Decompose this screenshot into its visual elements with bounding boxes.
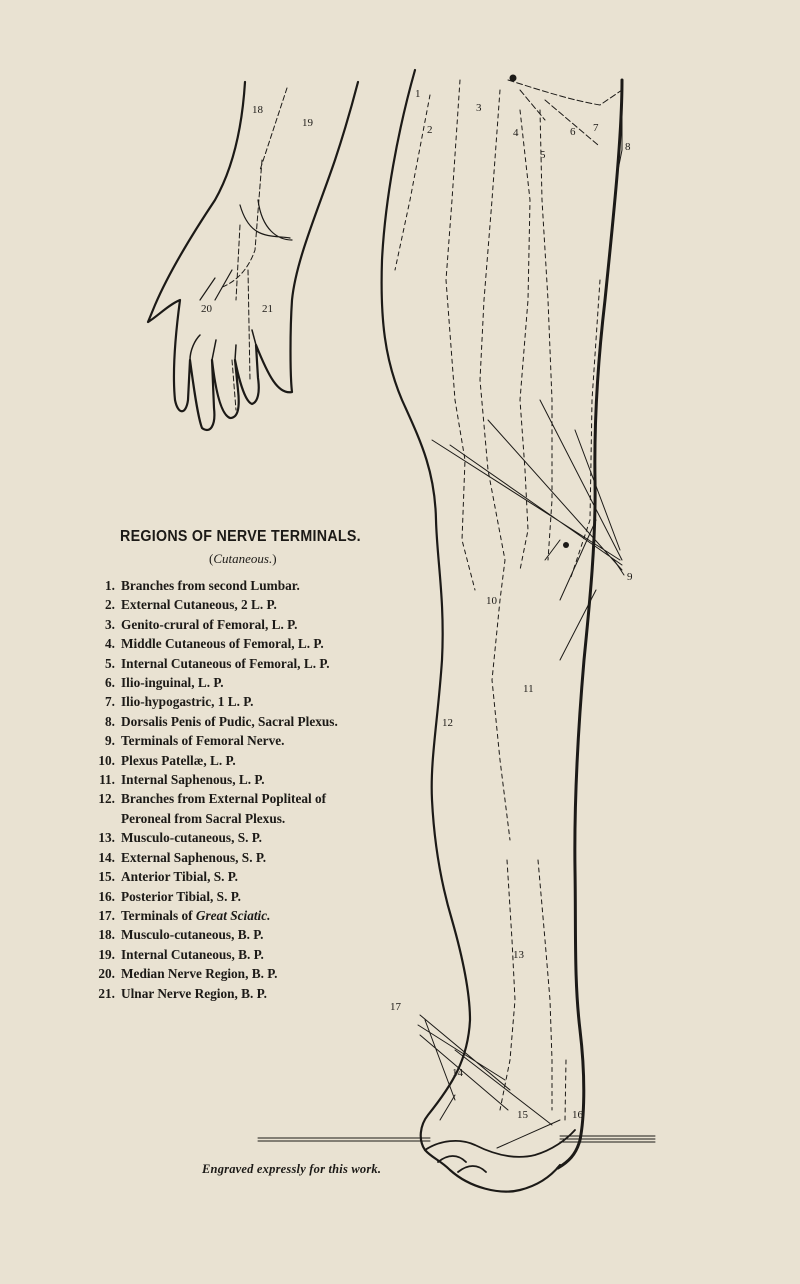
legend-item-number: 4. (105, 636, 115, 652)
legend-item (82, 770, 402, 789)
legend-item-text: Peroneal from Sacral Plexus. (121, 810, 286, 826)
legend-item-number: 12. (98, 791, 115, 807)
arm-nerve-boundaries (220, 88, 287, 410)
leg-back-outline (558, 80, 622, 1168)
legend-item-text: Ilio-inguinal, L. P. (121, 675, 224, 691)
legend-title: REGIONS OF NERVE TERMINALS. (120, 528, 361, 545)
legend-item (82, 887, 402, 906)
legend-item (82, 945, 402, 964)
legend-item (82, 634, 402, 653)
figure-label-21: 21 (262, 303, 273, 315)
legend-item-text: Median Nerve Region, B. P. (121, 966, 278, 982)
figure-label-12: 12 (442, 717, 453, 729)
legend-item (82, 673, 402, 692)
figure-label-5: 5 (540, 149, 546, 161)
legend-item-text: Musculo-cutaneous, B. P. (121, 927, 264, 943)
figure-label-1: 1 (415, 88, 421, 100)
legend-item (82, 925, 402, 944)
legend-item-number: 11. (99, 772, 115, 788)
legend-item-text: Internal Cutaneous of Femoral, L. P. (121, 655, 330, 671)
legend-item-text: Ulnar Nerve Region, B. P. (121, 985, 267, 1001)
legend-item (82, 615, 402, 634)
legend-item-number: 3. (105, 616, 115, 632)
legend-item-text: Dorsalis Penis of Pudic, Sacral Plexus. (121, 713, 338, 729)
figure-label-16: 16 (572, 1109, 583, 1121)
figure-label-13: 13 (513, 949, 524, 961)
legend-item-number: 9. (105, 733, 115, 749)
legend-item-number: 8. (105, 713, 115, 729)
figure-label-9: 9 (627, 571, 633, 583)
legend-list (82, 576, 402, 1003)
engraving-caption: Engraved expressly for this work. (202, 1162, 382, 1176)
legend-item-number: 7. (105, 694, 115, 710)
figure-label-10: 10 (486, 595, 497, 607)
legend (82, 528, 402, 1003)
foot-outline (425, 1130, 575, 1172)
legend-item-text: Posterior Tibial, S. P. (121, 888, 241, 904)
figure-label-6: 6 (570, 126, 576, 138)
figure-label-14: 14 (452, 1067, 463, 1079)
legend-item (82, 731, 402, 750)
legend-item (82, 984, 402, 1003)
legend-item-number: 1. (105, 578, 115, 593)
legend-item (82, 964, 402, 983)
wrist-marks (200, 200, 292, 300)
legend-item-text: Internal Cutaneous, B. P. (121, 946, 264, 962)
legend-item (82, 712, 402, 731)
legend-item-number: 5. (105, 655, 115, 671)
legend-subtitle: (Cutaneous.) (209, 551, 277, 566)
figure-label-8: 8 (625, 141, 631, 153)
marker-dot (510, 75, 517, 82)
leader-lines (418, 400, 622, 1148)
leg-front-outline (382, 70, 560, 1192)
legend-item-text: Middle Cutaneous of Femoral, L. P. (121, 636, 324, 652)
legend-item-number: 16. (98, 888, 115, 904)
legend-item (82, 751, 402, 770)
legend-item-number: 10. (98, 752, 115, 768)
legend-item-text: Plexus Patellæ, L. P. (121, 752, 236, 768)
legend-item-number: 19. (98, 946, 115, 962)
leg-nerve-boundaries (395, 80, 600, 1120)
legend-item-text: Ilio-hypogastric, 1 L. P. (121, 694, 254, 710)
legend-item (82, 789, 402, 808)
legend-item-number: 17. (98, 907, 115, 923)
legend-item-text: Branches from External Popliteal of (121, 791, 327, 807)
legend-item-number: 18. (98, 927, 115, 943)
legend-item-number: 20. (98, 966, 115, 982)
legend-item (82, 848, 402, 867)
legend-item-text: Internal Saphenous, L. P. (121, 772, 265, 788)
figure-label-19: 19 (302, 117, 313, 129)
legend-item-text: Terminals of Femoral Nerve. (121, 733, 285, 749)
figure-label-20: 20 (201, 303, 212, 315)
legend-item (82, 692, 402, 711)
legend-item-number: 14. (98, 849, 115, 865)
figure-label-15: 15 (517, 1109, 528, 1121)
legend-item-text: Terminals of Great Sciatic. (121, 907, 271, 923)
figure-label-11: 11 (523, 683, 534, 695)
leg-top-boundaries (508, 80, 622, 145)
legend-item (82, 906, 402, 925)
legend-item-number: 2. (105, 597, 115, 613)
figure-label-4: 4 (513, 127, 519, 139)
legend-item-text: External Saphenous, S. P. (121, 849, 267, 865)
legend-item (82, 867, 402, 886)
legend-item-text: External Cutaneous, 2 L. P. (121, 597, 277, 613)
legend-item (82, 595, 402, 614)
legend-item-number: 15. (98, 869, 115, 885)
figure-label-3: 3 (476, 102, 482, 114)
figure-label-2: 2 (427, 124, 433, 136)
figure-label-18: 18 (252, 104, 263, 116)
legend-item-number: 13. (98, 830, 115, 846)
legend-item-number: 6. (105, 675, 115, 691)
legend-item-number (82, 809, 121, 828)
legend-item (82, 654, 402, 673)
finger-lines (190, 330, 256, 360)
figure-label-7: 7 (593, 122, 599, 134)
legend-item (82, 828, 402, 847)
legend-item-number: 21. (98, 985, 115, 1001)
figure-label-17: 17 (390, 1001, 401, 1013)
legend-item-text: Genito-crural of Femoral, L. P. (121, 616, 298, 632)
legend-item (82, 576, 402, 595)
legend-item-text: Anterior Tibial, S. P. (121, 869, 238, 885)
legend-item (82, 809, 402, 828)
marker-dot (563, 542, 569, 548)
legend-item-text: Musculo-cutaneous, S. P. (121, 830, 262, 846)
legend-item-text: Branches from second Lumbar. (121, 578, 300, 593)
